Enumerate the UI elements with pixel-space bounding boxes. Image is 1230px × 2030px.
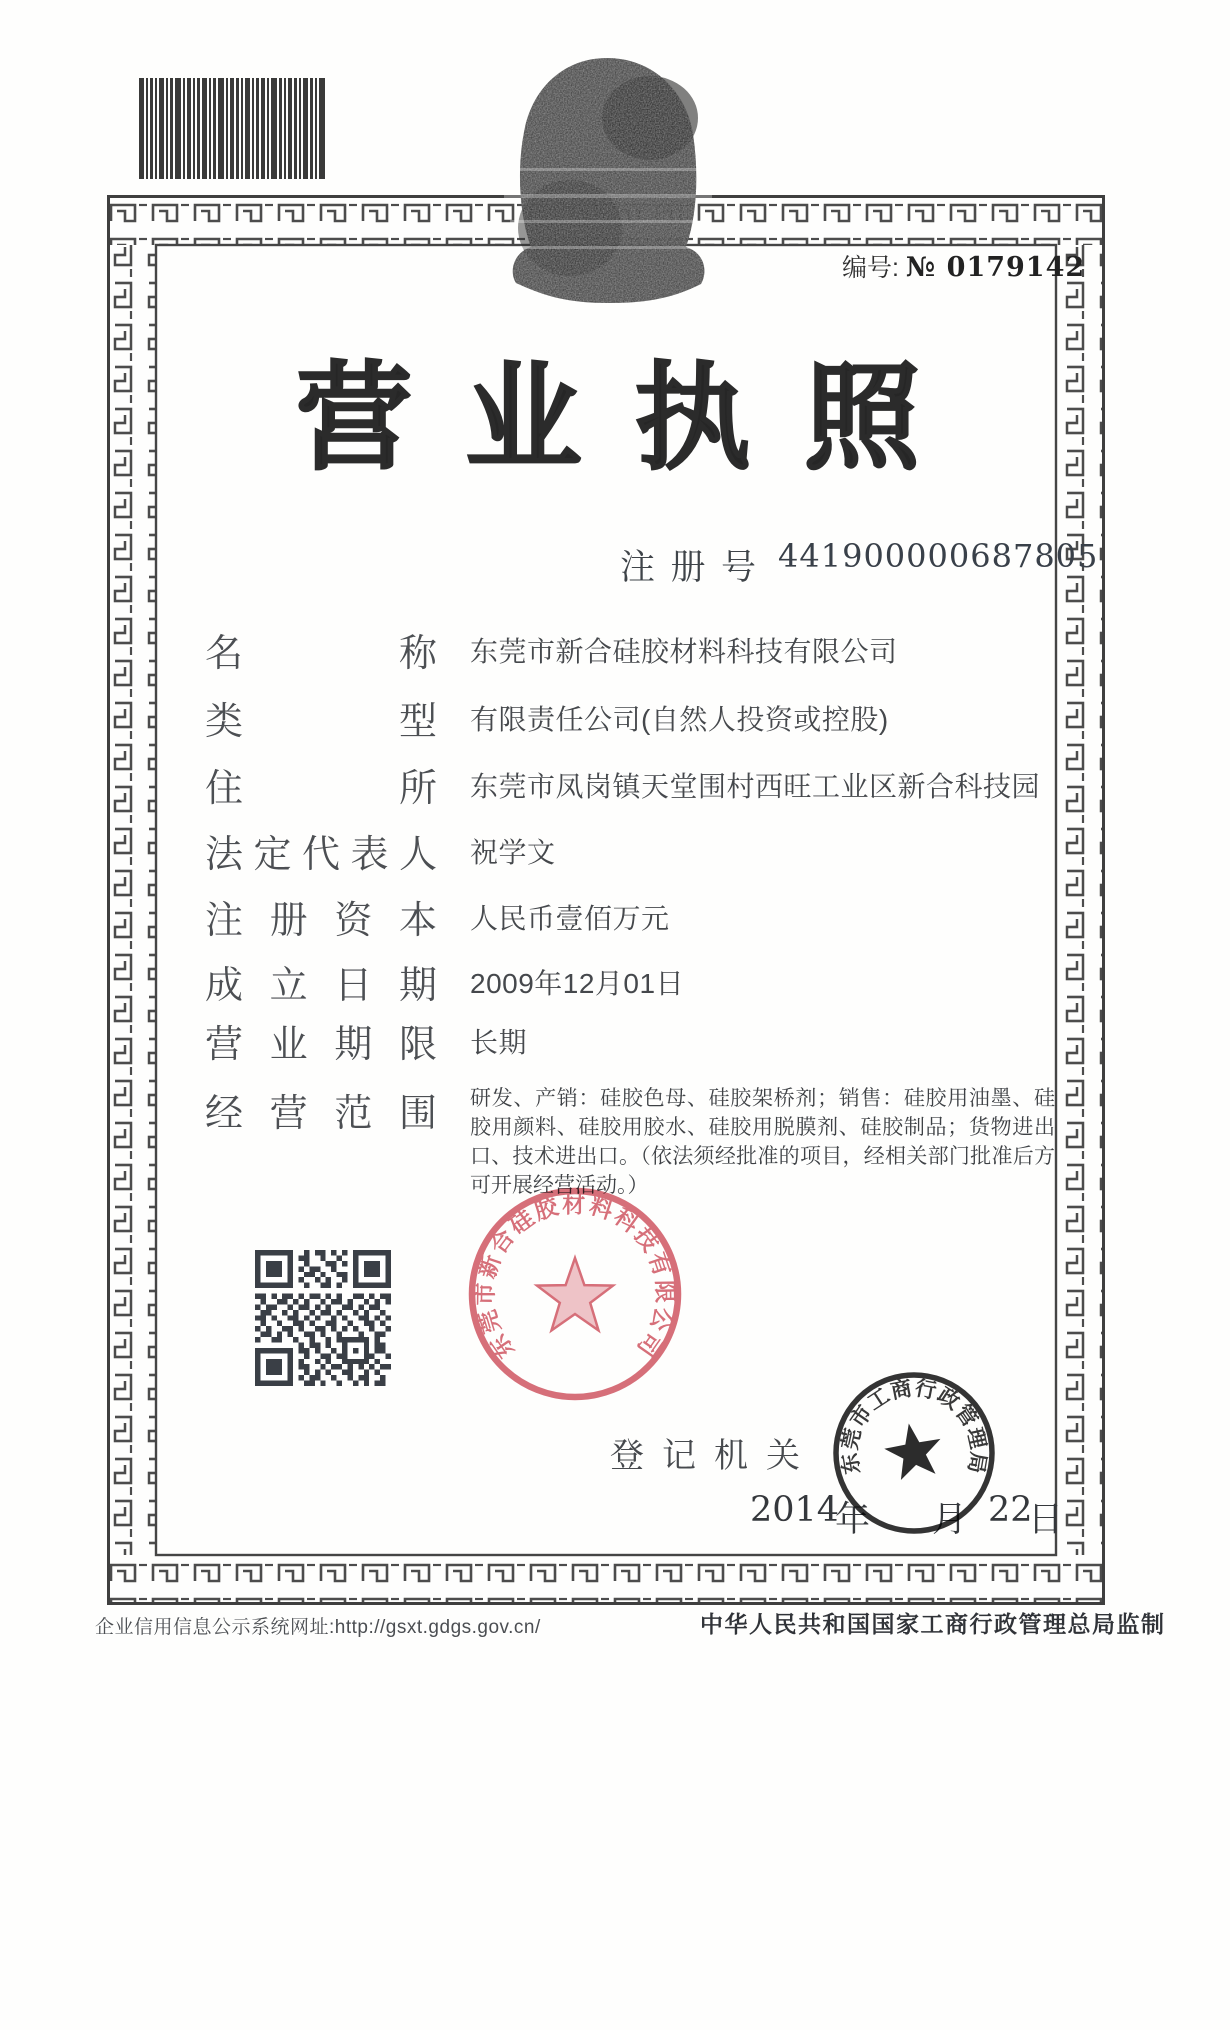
field-value: 祝学文 <box>470 837 556 868</box>
registrar-seal-text: 东莞市工商行政管理局 <box>838 1376 990 1476</box>
field-label: 住所 <box>205 768 437 810</box>
field-row-establish-date <box>205 954 1065 1010</box>
field-value: 东莞市凤岗镇天堂围村西旺工业区新合科技园 <box>470 771 1041 802</box>
field-label: 经营范围 <box>205 1093 437 1135</box>
license-title: 营业执照 <box>296 353 920 483</box>
registrar-label: 登记机关 <box>610 1437 800 1475</box>
field-label: 注册资本 <box>205 900 437 942</box>
serial-label: 编号: <box>842 254 899 282</box>
seal-star-icon <box>881 1419 947 1482</box>
field-row-business-scope <box>205 1082 1065 1197</box>
serial-value: № 0179142 <box>905 252 1086 283</box>
company-red-seal <box>455 1172 695 1412</box>
field-row-registered-capital <box>205 889 1065 945</box>
issue-day-unit: 日 <box>1028 1500 1064 1539</box>
registrar-black-seal <box>818 1358 1010 1550</box>
footer-issuing-authority: 中华人民共和国国家工商行政管理总局监制 <box>700 1611 1166 1637</box>
field-value: 2009年12月01日 <box>470 968 685 999</box>
field-label: 名称 <box>205 633 437 675</box>
field-label: 成立日期 <box>205 965 437 1007</box>
field-label: 类型 <box>205 701 437 743</box>
field-value: 人民币壹佰万元 <box>470 903 670 934</box>
barcode <box>137 75 327 183</box>
field-row-type <box>205 690 1065 746</box>
issue-day: 22 <box>988 1490 1033 1530</box>
field-value: 有限责任公司(自然人投资或控股) <box>470 704 889 735</box>
field-row-address <box>205 757 1065 813</box>
field-row-legal-representative <box>205 823 1065 879</box>
seal-star-icon <box>537 1258 613 1330</box>
issue-year-unit: 年 <box>835 1500 871 1539</box>
issue-year: 2014 <box>750 1490 840 1530</box>
field-value: 长期 <box>470 1027 528 1058</box>
qr-code <box>255 1250 391 1386</box>
field-value: 东莞市新合硅胶材料科技有限公司 <box>470 636 898 667</box>
field-value: 研发、产销：硅胶色母、硅胶架桥剂；销售：硅胶用油墨、硅胶用颜料、硅胶用胶水、硅胶用脱膜剂、硅胶制品；货物进出口、技术进出口。（依法须经批准的项目，经相关部门批准后方可开展经营活动。） <box>470 1087 1055 1197</box>
field-label: 营业期限 <box>205 1024 437 1066</box>
footer-public-info-url: 企业信用信息公示系统网址:http://gsxt.gdgs.gov.cn/ <box>95 1617 541 1638</box>
field-row-name <box>205 622 1065 678</box>
registration-number-value: 441900000687805 <box>778 537 1099 575</box>
serial-number-line <box>842 248 1085 284</box>
issue-month-unit: 月 <box>932 1500 968 1539</box>
field-label: 法定代表人 <box>205 834 437 876</box>
registration-number-label: 注册号 <box>620 548 756 587</box>
field-row-business-term <box>205 1013 1065 1069</box>
company-seal-text: 东莞市新合硅胶材料科技有限公司 <box>471 1190 679 1364</box>
national-emblem <box>490 48 725 303</box>
